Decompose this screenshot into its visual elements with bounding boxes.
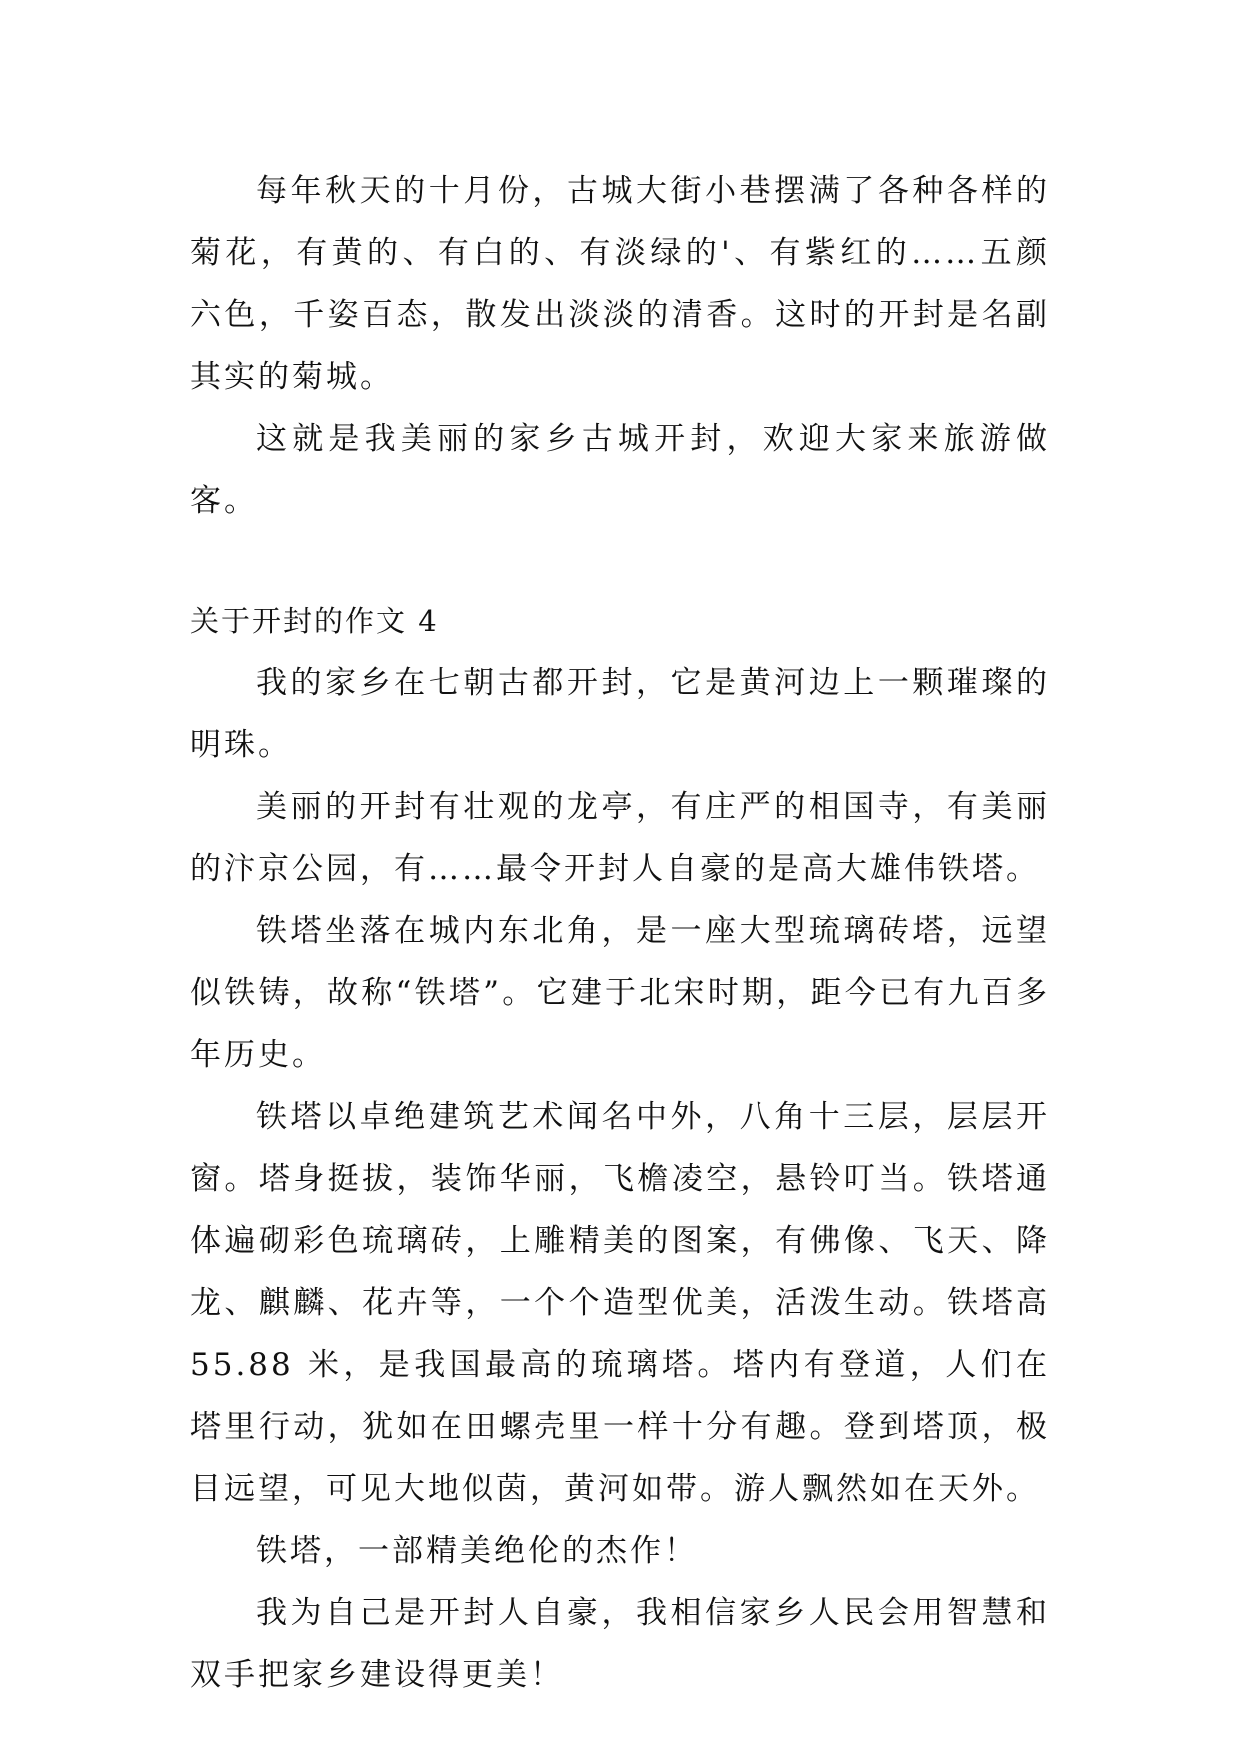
paragraph-pride: 我为自己是开封人自豪，我相信家乡人民会用智慧和双手把家乡建设得更美！: [190, 1595, 1050, 1693]
paragraph-welcome: 这就是我美丽的家乡古城开封，欢迎大家来旅游做客。: [190, 421, 1050, 519]
paragraph-masterpiece: 铁塔，一部精美绝伦的杰作！: [256, 1533, 698, 1569]
paragraph-iron-pagoda-location: 铁塔坐落在城内东北角，是一座大型琉璃砖塔，远望似铁铸，故称“铁塔”。它建于北宋时期，距今已有九百多年历史。: [190, 913, 1050, 1073]
paragraph-landmarks: 美丽的开封有壮观的龙亭，有庄严的相国寺，有美丽的汴京公园，有……最令开封人自豪的是高大雄伟铁塔。: [190, 789, 1050, 887]
paragraph-chrysanthemum: 每年秋天的十月份，古城大街小巷摆满了各种各样的菊花，有黄的、有白的、有淡绿的'、有紫红的……五颜六色，千姿百态，散发出淡淡的清香。这时的开封是名副其实的菊城。: [190, 173, 1050, 395]
paragraph-iron-pagoda-architecture: 铁塔以卓绝建筑艺术闻名中外，八角十三层，层层开窗。塔身挺拔，装饰华丽，飞檐凌空，悬铃叮当。铁塔通体遍砌彩色琉璃砖，上雕精美的图案，有佛像、飞天、降龙、麒麟、花卉等，一个个造型优美，活泼生动。铁塔高 55.88 米，是我国最高的琉璃塔。塔内有登道，人们在塔里行动，犹如在田螺壳里一样十分有趣。登到塔顶，极目远望，可见大地似茵，黄河如带。游人飘然如在天外。: [190, 1099, 1050, 1507]
paragraph-hometown: 我的家乡在七朝古都开封，它是黄河边上一颗璀璨的明珠。: [190, 665, 1050, 763]
section-heading: 关于开封的作文 4: [190, 604, 439, 638]
article-body: [190, 160, 1050, 1706]
